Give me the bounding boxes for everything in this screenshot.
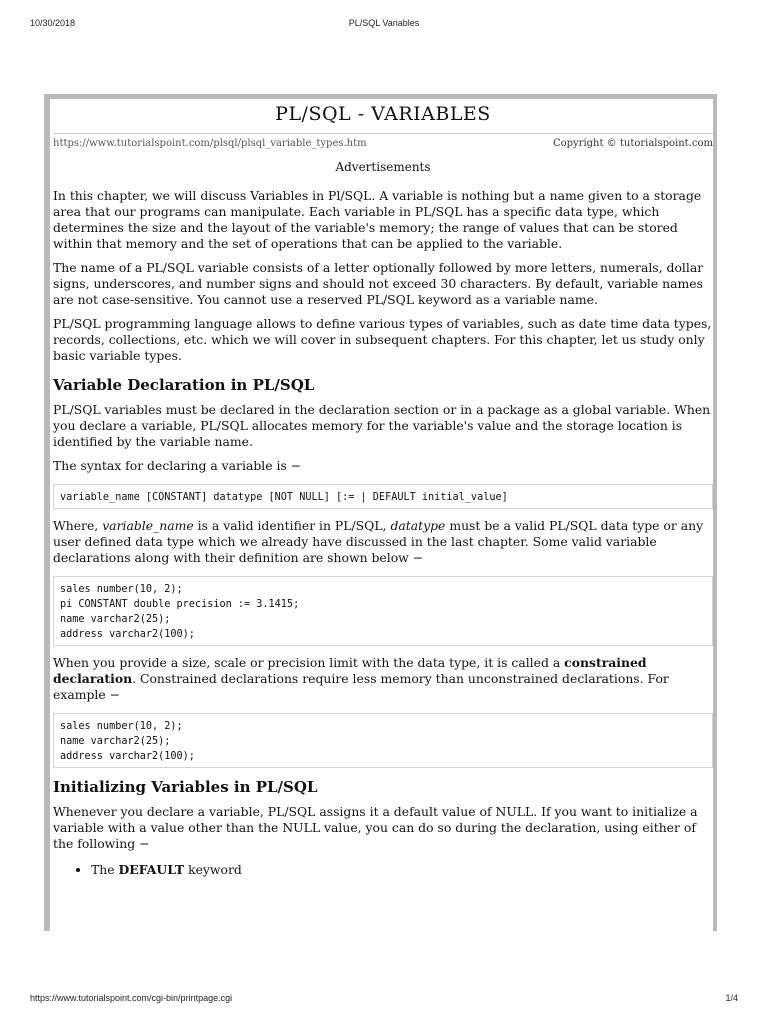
constrained-pre-text: When you provide a size, scale or precision limit with the data type, it is called a xyxy=(53,655,565,670)
source-url-link[interactable]: https://www.tutorialspoint.com/plsql/plsql_variable_types.htm xyxy=(53,138,367,149)
print-footer-url: https://www.tutorialspoint.com/cgi-bin/printpage.cgi xyxy=(30,993,233,1003)
source-row xyxy=(53,134,713,156)
paragraph-constrained xyxy=(53,655,713,703)
print-date: 10/30/2018 xyxy=(30,18,76,28)
advertisements-label: Advertisements xyxy=(335,160,431,174)
article xyxy=(53,99,713,878)
initialization-options-list xyxy=(53,862,713,878)
variable-name-term: variable_name xyxy=(102,518,194,533)
page-number: 1/4 xyxy=(725,993,738,1003)
print-footer xyxy=(30,993,738,1007)
datatype-term: datatype xyxy=(390,518,446,533)
constrained-post-text: . Constrained declarations require less memory than unconstrained declarations. For example − xyxy=(53,671,669,702)
paragraph-types: PL/SQL programming language allows to define various types of variables, such as date time data types, records, collections, etc. which we will cover in subsequent chapters. For this chapter, let us study only basic variable types. xyxy=(53,316,712,363)
heading-variable-declaration: Variable Declaration in PL/SQL xyxy=(53,376,315,394)
heading-initializing-variables: Initializing Variables in PL/SQL xyxy=(53,778,318,796)
paragraph-intro: In this chapter, we will discuss Variables in Pl/SQL. A variable is nothing but a name given to a storage area that our programs can manipulate. Each variable in PL/SQL has a specific data type, which determines the size and the layout of the variable's memory; the range of values that can be stored within that memory and the set of operations that can be applied to the variable. xyxy=(53,188,702,251)
page-frame xyxy=(44,94,717,931)
bullet-pre-text: The xyxy=(91,862,119,877)
code-block-declarations: sales number(10, 2); pi CONSTANT double precision := 3.1415; name varchar2(25); address varchar2(100); xyxy=(53,576,713,646)
code-block-constrained: sales number(10, 2); name varchar2(25); address varchar2(100); xyxy=(53,713,713,768)
page-title: PL/SQL - VARIABLES xyxy=(275,103,491,125)
copyright-text: Copyright © tutorialspoint.com xyxy=(552,138,713,149)
paragraph-initializing: Whenever you declare a variable, PL/SQL assigns it a default value of NULL. If you want to initialize a variable with a value other than the NULL value, you can do so during the declaration, using either of the following − xyxy=(53,804,698,851)
where-mid-text: is a valid identifier in PL/SQL, xyxy=(193,518,391,533)
code-block-syntax: variable_name [CONSTANT] datatype [NOT NULL] [:= | DEFAULT initial_value] xyxy=(53,484,713,509)
default-keyword-term: DEFAULT xyxy=(118,862,185,877)
paragraph-declaration: PL/SQL variables must be declared in the declaration section or in a package as a global variable. When you declare a variable, PL/SQL allocates memory for the variable's value and the storage location is identified by the variable name. xyxy=(53,402,711,449)
print-title: PL/SQL Variables xyxy=(348,18,420,28)
list-item xyxy=(91,862,713,878)
constrained-declaration-term: constrained declaration xyxy=(53,655,647,686)
where-rest-text: must be a valid PL/SQL data type or any user defined data type which we already have discussed in the last chapter. Some valid variable declarations along with their definition are shown below − xyxy=(53,518,704,565)
print-header xyxy=(30,18,738,32)
page-body xyxy=(50,99,713,931)
paragraph-naming: The name of a PL/SQL variable consists of a letter optionally followed by more letters, numerals, dollar signs, underscores, and number signs and should not exceed 30 characters. By default, variable names are not case-sensitive. You cannot use a reserved PL/SQL keyword as a variable name. xyxy=(53,260,704,307)
paragraph-where xyxy=(53,518,713,566)
paragraph-syntax: The syntax for declaring a variable is − xyxy=(53,458,302,473)
where-text: Where, xyxy=(53,518,103,533)
bullet-post-text: keyword xyxy=(184,862,242,877)
